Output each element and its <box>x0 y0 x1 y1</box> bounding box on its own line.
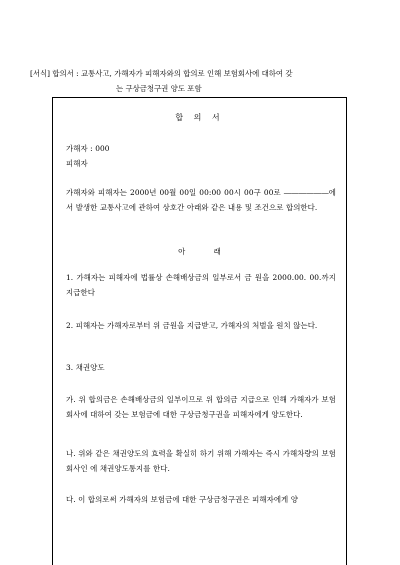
clause-3-heading: 3. 채권양도 <box>66 363 105 372</box>
clause-2: 2. 피해자는 가해자로부터 위 금원을 지급받고, 가해자의 처벌을 원치 않는다. <box>66 321 318 330</box>
caption-line-2: 는 구상금청구권 양도 포함 <box>116 84 202 93</box>
clause-3-da: 다. 이 합의로써 가해자의 보험금에 대한 구상금청구권은 피해자에게 양 <box>66 495 298 504</box>
form-caption <box>30 66 380 96</box>
document-title: 합 의 서 <box>175 113 224 122</box>
caption-line-1: [서식] 합의서 : 교통사고, 가해자가 피해자와의 합의로 인해 보험회사에 대하여 갖 <box>30 69 293 78</box>
clause-1: 1. 가해자는 피해자에 법률상 손해배상금의 일부로서 금 원을 2000.00. 00.까지 지급한다 <box>66 273 336 297</box>
victim-line: 피해자 <box>66 159 88 168</box>
clause-3-na: 나. 위와 같은 채권양도의 효력을 확실히 하기 위해 가해자는 즉시 가해차량의 보험회사인 에 채권양도통지를 한다. <box>66 449 336 473</box>
assailant-line: 가해자 : 000 <box>66 144 110 153</box>
clause-3-ga: 가. 위 합의금은 손해배상금의 일부이므로 위 합의금 지급으로 인해 가해자가 보험회사에 대하여 갖는 보험금에 대한 구상금청구권을 피해자에게 양도한다. <box>66 395 336 419</box>
below-heading: 아 래 <box>178 247 221 256</box>
intro-paragraph: 가해자와 피해자는 2000년 00월 00일 00:00 00시 00구 00로 ――――――에서 발생한 교통사고에 관하여 상호간 아래와 같은 내용 및 조건으로 합의한다. <box>66 188 336 212</box>
agreement-document <box>52 97 347 565</box>
